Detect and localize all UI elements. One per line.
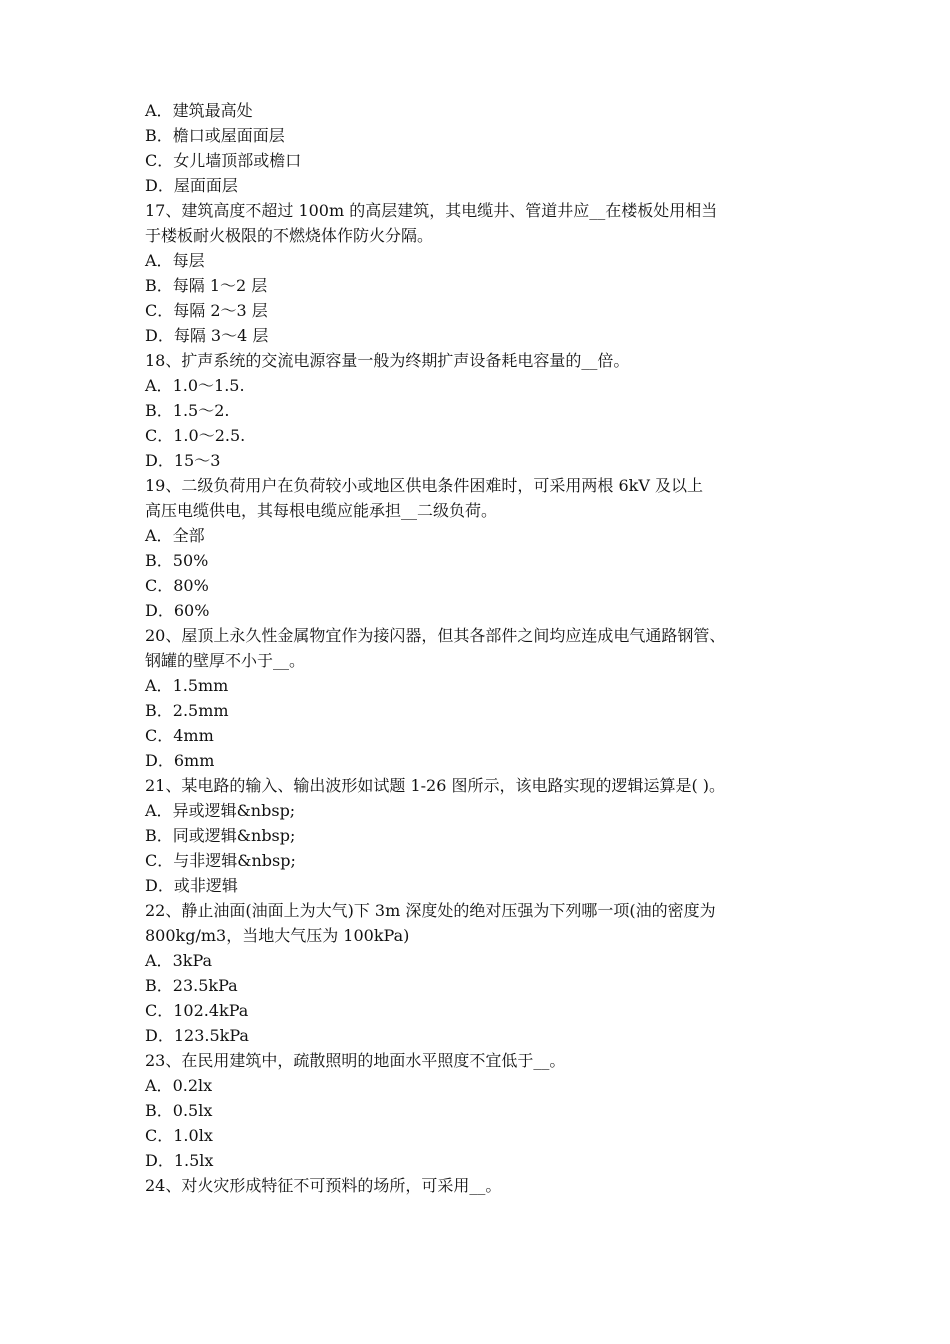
answer-option xyxy=(145,423,810,448)
option-letter: D． xyxy=(145,601,174,620)
question-stem-line: 18、扩声系统的交流电源容量一般为终期扩声设备耗电容量的__倍。 xyxy=(145,351,630,370)
option-text: 23.5kPa xyxy=(172,976,238,995)
option-text: 1.0～2.5. xyxy=(173,426,246,445)
option-letter: B． xyxy=(145,126,173,145)
option-letter: B． xyxy=(145,826,173,845)
option-letter: B． xyxy=(145,551,173,570)
option-letter: D． xyxy=(145,1026,174,1045)
option-text: 每隔 2～3 层 xyxy=(173,301,268,320)
answer-option xyxy=(145,523,810,548)
answer-option xyxy=(145,373,810,398)
option-text: 或非逻辑 xyxy=(173,876,238,895)
option-text: 123.5kPa xyxy=(173,1026,249,1045)
option-letter: B． xyxy=(145,276,173,295)
option-letter: A． xyxy=(145,251,173,270)
option-text: 屋面面层 xyxy=(173,176,238,195)
question-block xyxy=(145,898,810,1048)
question-stem-line: 22、静止油面(油面上为大气)下 3m 深度处的绝对压强为下列哪一项(油的密度为 xyxy=(145,901,716,920)
question-block xyxy=(145,348,810,473)
answer-option xyxy=(145,1073,810,1098)
option-letter: A． xyxy=(145,101,173,120)
answer-option xyxy=(145,323,810,348)
option-letter: C． xyxy=(145,301,174,320)
option-text: 0.2lx xyxy=(172,1076,213,1095)
answer-option xyxy=(145,698,810,723)
question-list xyxy=(145,98,810,1198)
option-letter: C． xyxy=(145,151,174,170)
answer-option xyxy=(145,673,810,698)
question-stem-line: 20、屋顶上永久性金属物宜作为接闪器，但其各部件之间均应连成电气通路钢管、 xyxy=(145,626,726,645)
answer-option xyxy=(145,823,810,848)
answer-option xyxy=(145,723,810,748)
answer-option xyxy=(145,873,810,898)
answer-option xyxy=(145,1098,810,1123)
option-letter: A． xyxy=(145,376,173,395)
option-text: 3kPa xyxy=(172,951,213,970)
option-letter: C． xyxy=(145,1001,174,1020)
answer-option xyxy=(145,248,810,273)
option-text: 建筑最高处 xyxy=(172,101,253,120)
option-text: 女儿墙顶部或檐口 xyxy=(173,151,302,170)
option-letter: D． xyxy=(145,751,174,770)
option-text: 1.0lx xyxy=(173,1126,213,1145)
option-letter: C． xyxy=(145,851,174,870)
answer-option xyxy=(145,123,810,148)
option-letter: D． xyxy=(145,326,174,345)
option-letter: D． xyxy=(145,176,174,195)
option-text: 每层 xyxy=(172,251,205,270)
question-stem-line: 23、在民用建筑中，疏散照明的地面水平照度不宜低于__。 xyxy=(145,1051,566,1070)
option-text: 每隔 3～4 层 xyxy=(173,326,269,345)
answer-option xyxy=(145,948,810,973)
option-text: 102.4kPa xyxy=(173,1001,249,1020)
answer-option xyxy=(145,1023,810,1048)
option-letter: C． xyxy=(145,576,174,595)
option-text: 4mm xyxy=(173,726,214,745)
question-stem-line: 800kg/m3，当地大气压为 100kPa) xyxy=(145,926,410,945)
option-letter: D． xyxy=(145,1151,174,1170)
answer-option xyxy=(145,448,810,473)
option-text: 1.5mm xyxy=(172,676,229,695)
option-letter: A． xyxy=(145,801,173,820)
answer-option xyxy=(145,748,810,773)
option-text: 檐口或屋面面层 xyxy=(172,126,285,145)
option-letter: A． xyxy=(145,526,173,545)
question-stem-line: 21、某电路的输入、输出波形如试题 1-26 图所示，该电路实现的逻辑运算是( )。 xyxy=(145,776,726,795)
option-text: 6mm xyxy=(173,751,215,770)
question-block xyxy=(145,1173,810,1198)
question-stem-line: 钢罐的壁厚不小于__。 xyxy=(145,651,306,670)
option-letter: B． xyxy=(145,401,173,420)
option-text: 1.0～1.5. xyxy=(172,376,245,395)
option-text: 2.5mm xyxy=(172,701,229,720)
option-letter: A． xyxy=(145,676,173,695)
question-block xyxy=(145,198,810,348)
option-letter: B． xyxy=(145,701,173,720)
answer-option xyxy=(145,273,810,298)
answer-option xyxy=(145,298,810,323)
option-text: 15～3 xyxy=(173,451,221,470)
question-block xyxy=(145,773,810,898)
option-letter: C． xyxy=(145,426,174,445)
answer-option xyxy=(145,398,810,423)
question-block xyxy=(145,473,810,623)
question-stem-line: 高压电缆供电，其每根电缆应能承担__二级负荷。 xyxy=(145,501,498,520)
answer-option xyxy=(145,1123,810,1148)
option-text: 与非逻辑&nbsp; xyxy=(173,851,296,870)
question-stem-line: 24、对火灾形成特征不可预料的场所，可采用__。 xyxy=(145,1176,502,1195)
option-letter: D． xyxy=(145,876,174,895)
answer-option xyxy=(145,148,810,173)
option-text: 80% xyxy=(173,576,209,595)
option-letter: A． xyxy=(145,1076,173,1095)
option-letter: B． xyxy=(145,1101,173,1120)
answer-option xyxy=(145,798,810,823)
option-letter: D． xyxy=(145,451,174,470)
option-text: 同或逻辑&nbsp; xyxy=(172,826,296,845)
option-text: 60% xyxy=(173,601,210,620)
option-text: 1.5～2. xyxy=(172,401,230,420)
answer-option xyxy=(145,848,810,873)
question-block xyxy=(145,1048,810,1173)
answer-option xyxy=(145,548,810,573)
option-text: 异或逻辑&nbsp; xyxy=(172,801,296,820)
answer-option xyxy=(145,98,810,123)
option-text: 50% xyxy=(172,551,209,570)
option-text: 全部 xyxy=(172,526,205,545)
option-text: 0.5lx xyxy=(172,1101,213,1120)
question-stem-line: 于楼板耐火极限的不燃烧体作防火分隔。 xyxy=(145,226,434,245)
answer-option xyxy=(145,973,810,998)
answer-option xyxy=(145,1148,810,1173)
question-stem-line: 17、建筑高度不超过 100m 的高层建筑，其电缆井、管道井应__在楼板处用相当 xyxy=(145,201,718,220)
answer-option xyxy=(145,573,810,598)
option-letter: C． xyxy=(145,1126,174,1145)
question-stem-line: 19、二级负荷用户在负荷较小或地区供电条件困难时，可采用两根 6kV 及以上 xyxy=(145,476,703,495)
answer-option xyxy=(145,998,810,1023)
option-text: 每隔 1～2 层 xyxy=(172,276,268,295)
question-block xyxy=(145,623,810,773)
option-letter: C． xyxy=(145,726,174,745)
option-text: 1.5lx xyxy=(173,1151,214,1170)
answer-option xyxy=(145,598,810,623)
option-letter: B． xyxy=(145,976,173,995)
option-letter: A． xyxy=(145,951,173,970)
answer-option xyxy=(145,173,810,198)
